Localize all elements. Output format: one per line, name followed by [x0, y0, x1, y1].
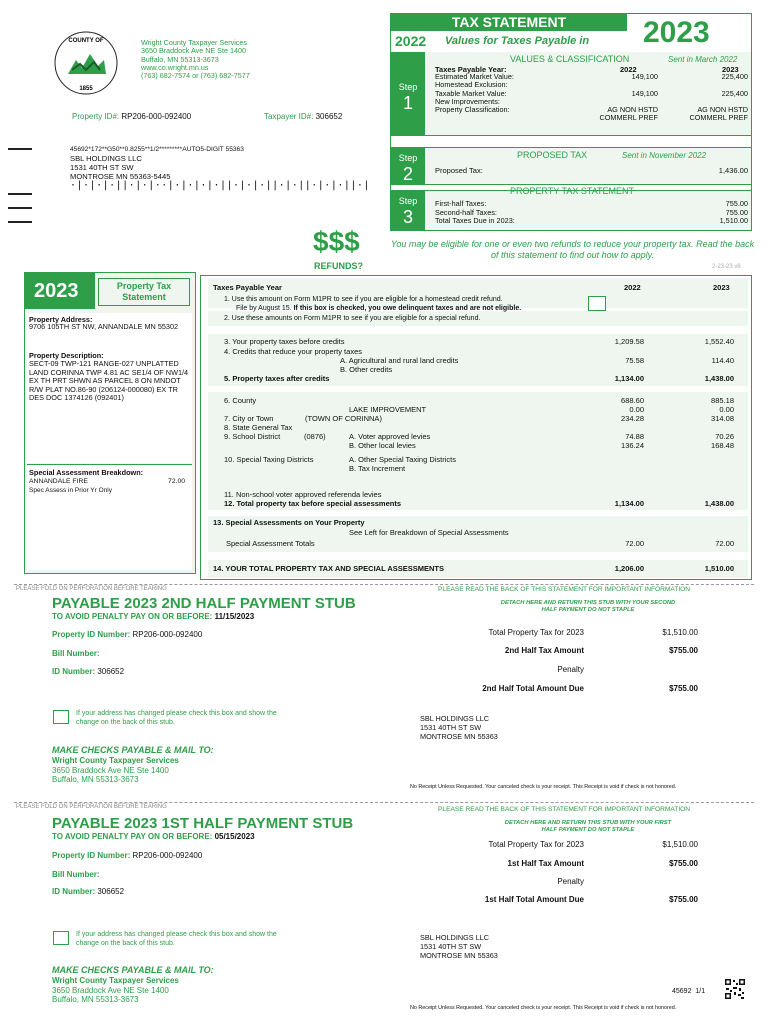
values-label: Values for Taxes Payable in: [445, 35, 590, 47]
line4a-2023: 114.40: [711, 356, 734, 365]
stub2-bill-label: Bill Number:: [52, 649, 100, 658]
fold-mark: [8, 148, 32, 150]
agency-phone: (763) 682-7574 or (763) 682-7577: [141, 71, 250, 81]
line5-2023: 1,438.00: [704, 374, 734, 383]
sa-2023: 72.00: [715, 539, 734, 548]
line4-label: 4. Credits that reduce your property taxes: [224, 347, 362, 356]
table-col2: 2023: [713, 283, 730, 292]
refunds-label: REFUNDS?: [314, 261, 363, 271]
stub2-idnum-row: ID Number: 306652: [52, 667, 125, 676]
stub1-half-label: 1st Half Tax Amount: [507, 859, 584, 868]
line9a-2022: 74.88: [625, 432, 644, 441]
table-header-label: Taxes Payable Year: [213, 283, 282, 292]
stub2-detach: DETACH HERE AND RETURN THIS STUB WITH YOUR SECOND HALF PAYMENT DO NOT STAPLE: [500, 600, 676, 613]
fold-mark: [8, 207, 32, 209]
page-code: 45692 1/1: [672, 988, 706, 995]
line12-2023: 1,438.00: [704, 499, 734, 508]
taxpayer-id-value: 306652: [315, 112, 343, 121]
stub1-half: $755.00: [669, 859, 698, 868]
line9b-label: B. Other local levies: [349, 441, 416, 450]
stub1-pid-row: Property ID Number: RP206-000-092400: [52, 851, 203, 860]
stub2-half-label: 2nd Half Tax Amount: [504, 646, 584, 655]
left-panel-year: 2023: [25, 273, 95, 309]
step1-col1: 2022: [620, 65, 637, 74]
stub1-receipt-note: No Receipt Unless Requested. Your canceled check is your receipt. This Receipt is void if check is not honored.: [410, 1005, 677, 1011]
statement-title: TAX STATEMENT: [391, 14, 627, 31]
stub2-penalty: Penalty: [557, 665, 584, 674]
property-address: 9706 105TH ST NW, ANNANDALE MN 55302: [29, 322, 179, 331]
line13-note: See Left for Breakdown of Special Assessments: [349, 528, 509, 537]
step3-label: Step: [398, 196, 418, 206]
property-description: SECT-09 TWP-121 RANGE-027 UNPLATTED LAND CORINNA TWP 4.81 AC SE1/4 OF NW1/4 EX TH PRT SHWN AS PARCEL 8 ON MNDOT R/W PLAT NO.86-90 (206124-000080) EX TR DES DOC 1374126 (092401): [29, 359, 189, 402]
values-row: Homestead Exclusion:: [435, 80, 508, 90]
line10-label: 10. Special Taxing Districts: [224, 455, 314, 464]
lake-label: LAKE IMPROVEMENT: [349, 405, 427, 414]
line6-2023: 885.18: [711, 396, 734, 405]
line7-2022: 234.28: [621, 414, 644, 423]
line7-2023: 314.08: [711, 414, 734, 423]
step3-row: Second-half Taxes: 755.00: [435, 207, 748, 217]
stub1-payee: SBL HOLDINGS LLC 1531 40TH ST SW MONTROSE MN 55363: [420, 933, 498, 960]
property-id-label: Property ID#:: [72, 112, 120, 121]
step1-label: Step: [398, 82, 418, 92]
sa-totals-label: Special Assessment Totals: [226, 539, 315, 548]
values-row: Property Classification: AG NON HSTD AG NON HSTD: [435, 105, 748, 115]
property-address-label: Property Address:: [29, 315, 93, 324]
line7-name: (TOWN OF CORINNA): [305, 414, 382, 423]
line9-label: 9. School District: [224, 432, 281, 441]
stub2-due: $755.00: [669, 684, 698, 693]
tax-year: 2023: [643, 16, 710, 49]
line9b-2022: 136.24: [621, 441, 644, 450]
special-assessment-name: ANNANDALE FIRE: [29, 478, 88, 485]
special-assessment-label: Special Assessment Breakdown:: [29, 468, 144, 477]
step1-col2: 2023: [722, 65, 739, 74]
delinquent-checkbox[interactable]: [588, 296, 606, 311]
stub1-address-change-text: If your address has changed please check this box and show the change on the back of this stub.: [76, 931, 277, 947]
stub1-title: PAYABLE 2023 1ST HALF PAYMENT STUB: [52, 815, 354, 832]
step2-section: PROPOSED TAX: [517, 150, 588, 160]
stub1-detach: DETACH HERE AND RETURN THIS STUB WITH YOUR FIRST HALF PAYMENT DO NOT STAPLE: [504, 820, 672, 833]
step1-sent: Sent in March 2022: [668, 55, 738, 64]
read-back-notice: PLEASE READ THE BACK OF THIS STATEMENT FOR IMPORTANT INFORMATION: [438, 586, 691, 593]
line7-label: 7. City or Town: [224, 414, 274, 423]
step3-row: First-half Taxes: 755.00: [435, 199, 748, 208]
values-row: COMMERL PREF COMMERL PREF: [599, 113, 748, 123]
qr-code-icon: [724, 978, 746, 1000]
line12-label: 12. Total property tax before special assessments: [224, 499, 402, 508]
step3-number: 3: [402, 207, 413, 227]
agency-address2: Buffalo, MN 55313-3673: [141, 54, 219, 64]
perforation-line[interactable]: [14, 584, 754, 585]
step1-badge: [391, 52, 425, 136]
perforation-line[interactable]: [14, 802, 754, 803]
values-row: New Improvements:: [435, 96, 500, 106]
line13-label: 13. Special Assessments on Your Property: [213, 518, 365, 527]
read-back-notice: PLEASE READ THE BACK OF THIS STATEMENT FOR IMPORTANT INFORMATION: [438, 806, 691, 813]
stub2-half: $755.00: [669, 646, 698, 655]
fold-mark: [8, 221, 32, 223]
step1-section: VALUES & CLASSIFICATION: [510, 54, 630, 64]
line14-2022: 1,206.00: [614, 564, 644, 573]
line5-label: 5. Property taxes after credits: [224, 374, 330, 383]
step2-sent: Sent in November 2022: [622, 151, 707, 160]
taxes-payable-year-label: Taxes Payable Year:: [435, 65, 507, 74]
proposed-tax-label: Proposed Tax:: [435, 166, 483, 175]
line14-label: 14. YOUR TOTAL PROPERTY TAX AND SPECIAL ASSESSMENTS: [213, 564, 445, 573]
taxpayer-id-row: [264, 112, 342, 121]
line8-label: 8. State General Tax: [224, 423, 293, 432]
step3-section: PROPERTY TAX STATEMENT: [510, 186, 635, 196]
line11-label: 11. Non-school voter approved referenda levies: [224, 490, 382, 499]
stub1-mail-to: Wright County Taxpayer Services 3650 Braddock Ave NE Ste 1400 Buffalo, MN 55313-3673: [52, 976, 179, 1004]
line2-text: 2. Use these amounts on Form M1PR to see if you are eligible for a special refund.: [224, 315, 481, 322]
stub2-make-checks: MAKE CHECKS PAYABLE & MAIL TO:: [52, 745, 214, 755]
stub1-penalty-row: TO AVOID PENALTY PAY ON OR BEFORE: 05/15/2023: [52, 832, 255, 841]
stub2-mail-to: Wright County Taxpayer Services 3650 Braddock Ave NE Ste 1400 Buffalo, MN 55313-3673: [52, 756, 179, 784]
county-seal: [42, 30, 130, 96]
stub2-total-label: Total Property Tax for 2023: [488, 628, 584, 637]
left-panel-title: Property Tax Statement: [98, 278, 190, 306]
stub2-penalty-row: TO AVOID PENALTY PAY ON OR BEFORE: 11/15/2023: [52, 612, 255, 621]
line10a-label: A. Other Special Taxing Districts: [349, 455, 456, 464]
stub1-total-label: Total Property Tax for 2023: [488, 840, 584, 849]
line12-2022: 1,134.00: [614, 499, 644, 508]
agency-info: [141, 39, 250, 80]
stub1-due-label: 1st Half Total Amount Due: [484, 895, 584, 904]
line1-text: 1. Use this amount on Form M1PR to see if you are eligible for a homestead credit refund.: [224, 296, 503, 303]
line5-2022: 1,134.00: [614, 374, 644, 383]
line14-2023: 1,510.00: [704, 564, 734, 573]
mailing-address: [70, 145, 370, 190]
stub1-bill-label: Bill Number:: [52, 870, 100, 879]
values-row: Taxable Market Value: 149,100 225,400: [435, 88, 748, 98]
property-description-label: Property Description:: [29, 351, 104, 360]
agency-name: Wright County Taxpayer Services: [141, 38, 247, 47]
line6-2022: 688.60: [621, 396, 644, 405]
stub2-total: $1,510.00: [662, 628, 698, 637]
special-assessment-note: Spec Assess in Prior Yr Only: [29, 487, 112, 494]
refunds-symbol: $$$: [313, 226, 360, 257]
line9-num: (0876): [304, 432, 326, 441]
sa-2022: 72.00: [625, 539, 644, 548]
proposed-tax-value: 1,436.00: [718, 166, 748, 175]
line3-2022: 1,209.58: [614, 337, 644, 346]
fold-notice: PLEASE FOLD ON PERFORATION BEFORE TEARING: [16, 586, 167, 592]
owner-street: 1531 40TH ST SW: [70, 163, 134, 172]
property-id-row: [72, 112, 191, 121]
fold-notice: PLEASE FOLD ON PERFORATION BEFORE TEARING: [16, 804, 167, 810]
values-year: 2022: [395, 33, 427, 49]
step1-number: 1: [402, 93, 413, 113]
taxpayer-id-label: Taxpayer ID#:: [264, 112, 314, 121]
agency-address1: 3650 Braddock Ave NE Ste 1400: [141, 46, 246, 56]
fold-mark: [8, 193, 32, 195]
line1-text2: File by August 15. If this box is checked, you owe delinquent taxes and are not eligible.: [236, 305, 522, 312]
line4b-label: B. Other credits: [340, 365, 393, 374]
owner-city: MONTROSE MN 55363-5445: [70, 172, 171, 181]
line9a-label: A. Voter approved levies: [349, 432, 431, 441]
form-code: 2-23-23 v8: [712, 264, 741, 270]
line3-2023: 1,552.40: [704, 337, 734, 346]
step3-table: [435, 200, 748, 226]
stub2-due-label: 2nd Half Total Amount Due: [482, 684, 584, 693]
stub2-address-change-text: If your address has changed please check this box and show the change on the back of this stub.: [76, 710, 277, 726]
step2-badge: [391, 147, 425, 185]
step3-badge: [391, 190, 425, 230]
postnet-barcode: ·|·|·|·||·|·|··|·|·|·|·||·|·|·||·|·||·|·|·||·|: [70, 180, 370, 191]
owner-name: SBL HOLDINGS LLC: [70, 154, 142, 163]
stub1-due: $755.00: [669, 895, 698, 904]
step3-row: Total Taxes Due in 2023: 1,510.00: [435, 216, 748, 226]
values-row: Estimated Market Value: 149,100 225,400: [435, 72, 748, 81]
line9b-2023: 168.48: [711, 441, 734, 450]
stub1-idnum-row: ID Number: 306652: [52, 887, 125, 896]
line9a-2023: 70.26: [715, 432, 734, 441]
line3-label: 3. Your property taxes before credits: [224, 337, 345, 346]
stub2-title: PAYABLE 2023 2ND HALF PAYMENT STUB: [52, 595, 356, 612]
stub2-address-change-checkbox[interactable]: [53, 710, 69, 724]
line10b-label: B. Tax Increment: [349, 464, 406, 473]
lake-2022: 0.00: [629, 405, 644, 414]
stub1-total: $1,510.00: [662, 840, 698, 849]
line4a-label: A. Agricultural and rural land credits: [340, 356, 459, 365]
stub2-pid-row: Property ID Number: RP206-000-092400: [52, 630, 203, 639]
line4a-2022: 75.58: [625, 356, 644, 365]
lake-2023: 0.00: [719, 405, 734, 414]
table-header-band: [208, 278, 748, 308]
property-id-value: RP206-000-092400: [121, 112, 192, 121]
stub1-penalty: Penalty: [557, 877, 584, 886]
agency-website[interactable]: www.co.wright.mn.us: [141, 62, 209, 72]
barcode-line: 45692*172**G50**0.8255**1/2*********AUTO5-DIGIT 55363: [70, 146, 244, 153]
stub1-make-checks: MAKE CHECKS PAYABLE & MAIL TO:: [52, 965, 214, 975]
table-col1: 2022: [624, 283, 641, 292]
special-assessment-value: 72.00: [168, 478, 186, 485]
svg-text:1855: 1855: [79, 86, 93, 92]
stub2-payee: SBL HOLDINGS LLC 1531 40TH ST SW MONTROSE MN 55363: [420, 714, 498, 741]
refunds-text: You may be eligible for one or even two refunds to reduce your property tax. Read the back of this statement to find out how to apply.: [390, 239, 755, 260]
stub1-address-change-checkbox[interactable]: [53, 931, 69, 945]
svg-text:COUNTY OF: COUNTY OF: [68, 38, 104, 44]
step2-label: Step: [398, 153, 418, 163]
step2-number: 2: [402, 164, 413, 184]
values-table: [435, 73, 748, 123]
stub2-receipt-note: No Receipt Unless Requested. Your canceled check is your receipt. This Receipt is void if check is not honored.: [410, 784, 677, 790]
line6-label: 6. County: [224, 396, 257, 405]
